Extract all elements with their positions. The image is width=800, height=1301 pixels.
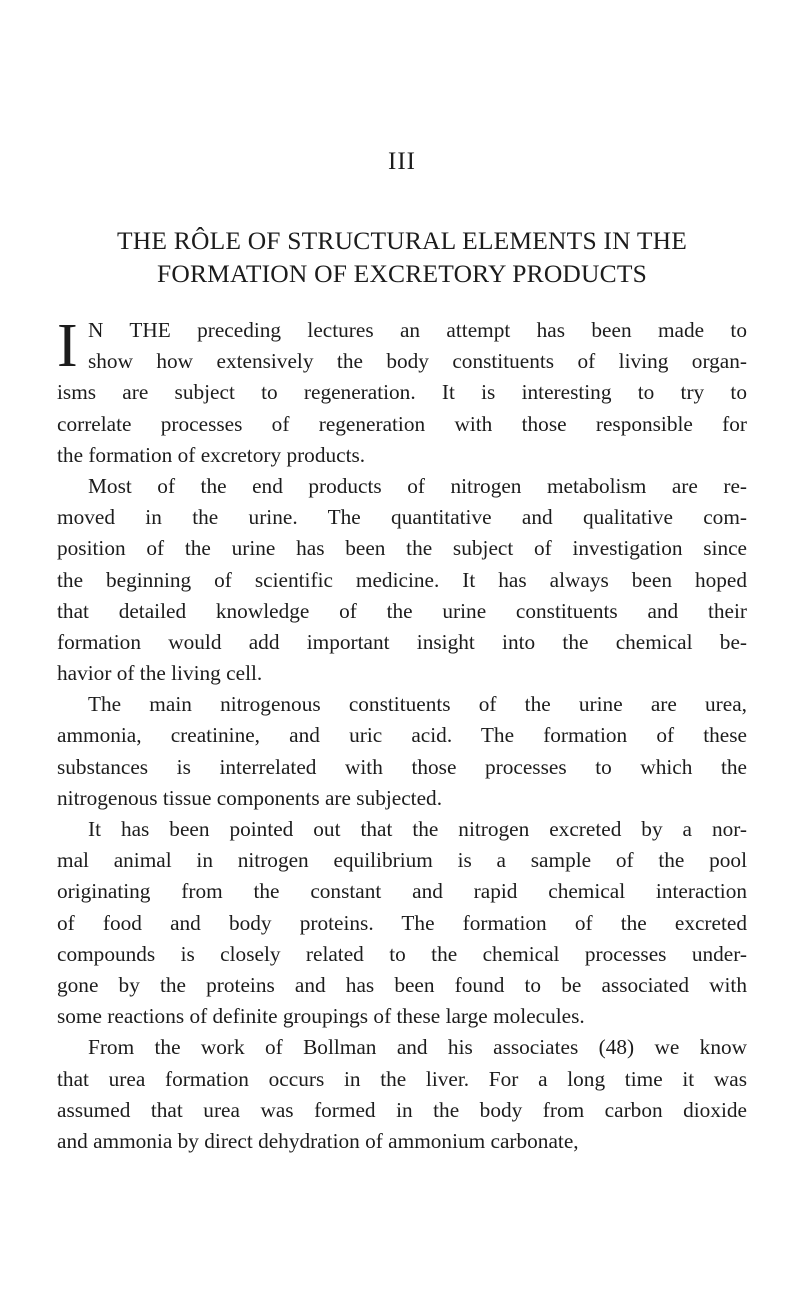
text-line: that detailed knowledge of the urine constituents and their: [57, 598, 747, 623]
chapter-title-line-1: THE RÔLE OF STRUCTURAL ELEMENTS IN THE: [117, 226, 687, 255]
text-line: substances is interrelated with those processes to which the: [57, 754, 747, 779]
text-line: that urea formation occurs in the liver. For a long time it was: [57, 1066, 747, 1091]
text-line: assumed that urea was formed in the body from carbon dioxide: [57, 1097, 747, 1122]
chapter-title-line-2: FORMATION OF EXCRETORY PRODUCTS: [156, 259, 648, 288]
text-line: the beginning of scientific medicine. It has always been hoped: [57, 567, 747, 592]
text-line: It has been pointed out that the nitrogen excreted by a nor-: [88, 817, 747, 841]
text-line: havior of the living cell.: [57, 661, 263, 686]
text-line: originating from the constant and rapid chemical interaction: [57, 879, 747, 904]
text-line: compounds is closely related to the chemical processes under-: [57, 941, 747, 966]
text-line: From the work of Bollman and his associates (48) we know: [88, 1035, 747, 1060]
text-line: of food and body proteins. The formation of the excreted: [57, 910, 747, 935]
drop-cap: I: [57, 312, 78, 380]
text-line: nitrogenous tissue components are subjected.: [57, 785, 443, 810]
text-line: mal animal in nitrogen equilibrium is a sample of the pool: [57, 848, 747, 873]
text-line: position of the urine has been the subject of investigation since: [57, 536, 747, 561]
text-line: formation would add important insight into the chemical be-: [57, 629, 747, 654]
text-line: some reactions of definite groupings of these large molecules.: [57, 1004, 585, 1029]
body-text: [57, 312, 747, 1157]
chapter-title: [57, 224, 747, 290]
text-line: moved in the urine. The quantitative and qualitative com-: [57, 505, 747, 530]
text-line: the formation of excretory products.: [57, 442, 366, 467]
text-line: isms are subject to regeneration. It is interesting to try to: [57, 380, 747, 405]
text-line: and ammonia by direct dehydration of ammonium carbonate,: [57, 1128, 579, 1153]
text-line: show how extensively the body constituents of living organ-: [88, 349, 747, 374]
text-line: I N THE preceding lectures an attempt has been made to: [57, 312, 747, 380]
text-line: gone by the proteins and has been found to be associated with: [57, 972, 747, 997]
text-line: correlate processes of regeneration with those responsible for: [57, 411, 747, 436]
chapter-number: III: [388, 148, 416, 175]
text-line: ammonia, creatinine, and uric acid. The formation of these: [57, 723, 747, 748]
text-line: Most of the end products of nitrogen metabolism are re-: [88, 473, 747, 498]
text-line: The main nitrogenous constituents of the urine are urea,: [88, 692, 747, 717]
